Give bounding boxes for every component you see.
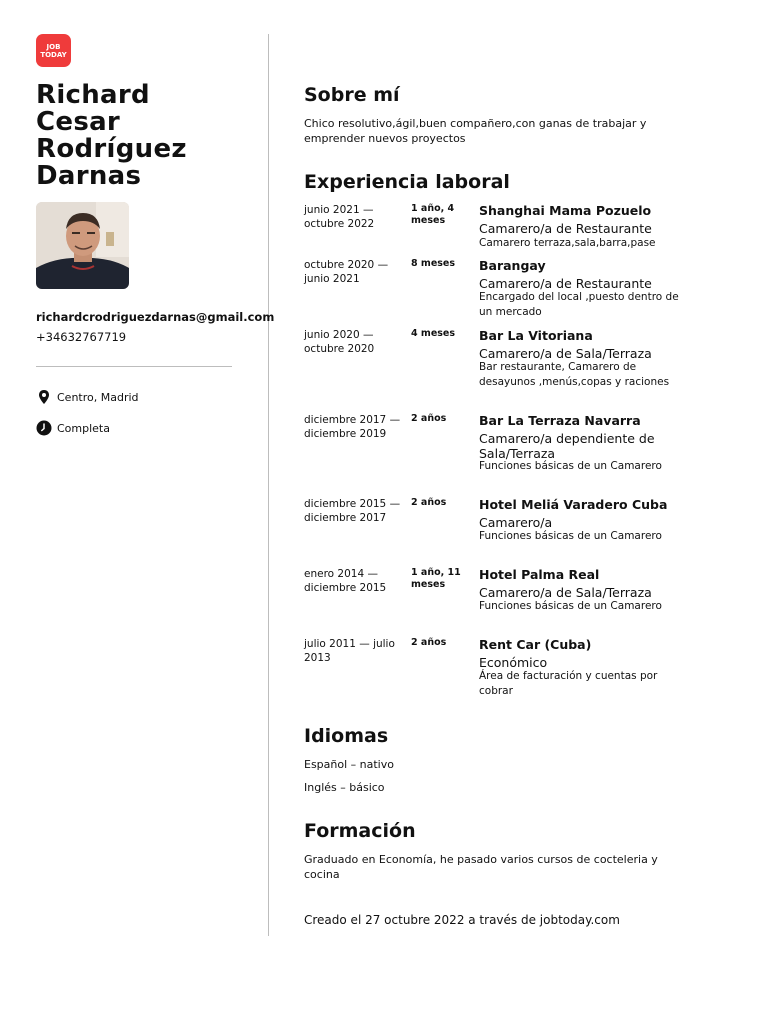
experience-duration: 2 años [411,637,447,648]
experience-company: Rent Car (Cuba) [479,637,592,652]
experience-description: Bar restaurante, Camarero de desayunos ,menús,copas y raciones [479,361,670,388]
experience-description: Área de facturación y cuentas por cobrar [479,670,658,697]
experience-company: Bar La Terraza Navarra [479,413,641,428]
experience-title: Experiencia laboral [304,171,510,193]
education-title: Formación [304,820,416,842]
location-row [36,389,139,405]
about-text: Chico resolutivo,ágil,buen compañero,con ganas de trabajar y emprender nuevos proyectos [304,117,647,145]
experience-dates: diciembre 2017 — diciembre 2019 [304,414,401,440]
experience-company: Shanghai Mama Pozuelo [479,203,652,218]
experience-role: Camarero/a de Restaurante [479,276,652,291]
logo-line2: TODAY [40,50,67,59]
phone-number: +34632767719 [36,330,127,344]
experience-role: Camarero/a de Restaurante [479,221,652,236]
experience-company: Barangay [479,258,546,273]
experience-dates: junio 2020 — octubre 2020 [304,329,375,355]
name-line: Rodríguez [36,134,187,164]
education-text: Graduado en Economía, he pasado varios cursos de cocteleria y cocina [304,853,658,881]
experience-company: Bar La Vitoriana [479,328,593,343]
experience-role: Camarero/a dependiente de Sala/Terraza [479,431,655,461]
experience-duration: 1 año, 11 meses [411,567,461,590]
about-title: Sobre mí [304,84,400,106]
created-footer: Creado el 27 octubre 2022 a través de jobtoday.com [304,913,620,927]
jobtoday-logo [36,34,71,67]
experience-dates: julio 2011 — julio 2013 [304,638,395,664]
experience-duration: 4 meses [411,328,456,339]
experience-role: Camarero/a [479,515,553,530]
email-link[interactable]: richardcrodriguezdarnas@gmail.com [36,310,275,324]
experience-company: Hotel Meliá Varadero Cuba [479,497,668,512]
name-line: Cesar [36,107,121,137]
experience-role: Económico [479,655,548,670]
candidate-name [36,82,187,190]
experience-dates: junio 2021 — octubre 2022 [304,204,375,230]
logo-line1: JOB [46,42,61,51]
name-line: Darnas [36,161,142,191]
experience-description: Camarero terraza,sala,barra,pase [479,237,656,249]
experience-description: Encargado del local ,puesto dentro de un mercado [479,291,679,318]
name-line: Richard [36,80,150,110]
experience-company: Hotel Palma Real [479,567,600,582]
experience-dates: diciembre 2015 — diciembre 2017 [304,498,401,524]
profile-photo [36,202,129,289]
experience-description: Funciones básicas de un Camarero [479,600,662,612]
experience-description: Funciones básicas de un Camarero [479,530,662,542]
location-pin-icon [36,389,52,405]
experience-duration: 2 años [411,497,447,508]
location-text: Centro, Madrid [57,390,139,404]
experience-duration: 2 años [411,413,447,424]
availability-row [36,420,110,436]
column-divider [268,34,269,936]
sidebar-divider [36,366,232,367]
experience-role: Camarero/a de Sala/Terraza [479,585,652,600]
experience-duration: 8 meses [411,258,456,269]
experience-dates: octubre 2020 — junio 2021 [304,259,389,285]
availability-text: Completa [57,421,110,435]
experience-duration: 1 año, 4 meses [411,203,455,226]
languages-title: Idiomas [304,725,389,747]
language-item: Inglés – básico [304,781,385,794]
language-item: Español – nativo [304,758,394,771]
clock-icon [36,420,52,436]
experience-description: Funciones básicas de un Camarero [479,460,662,472]
experience-dates: enero 2014 — diciembre 2015 [304,568,387,594]
experience-role: Camarero/a de Sala/Terraza [479,346,652,361]
